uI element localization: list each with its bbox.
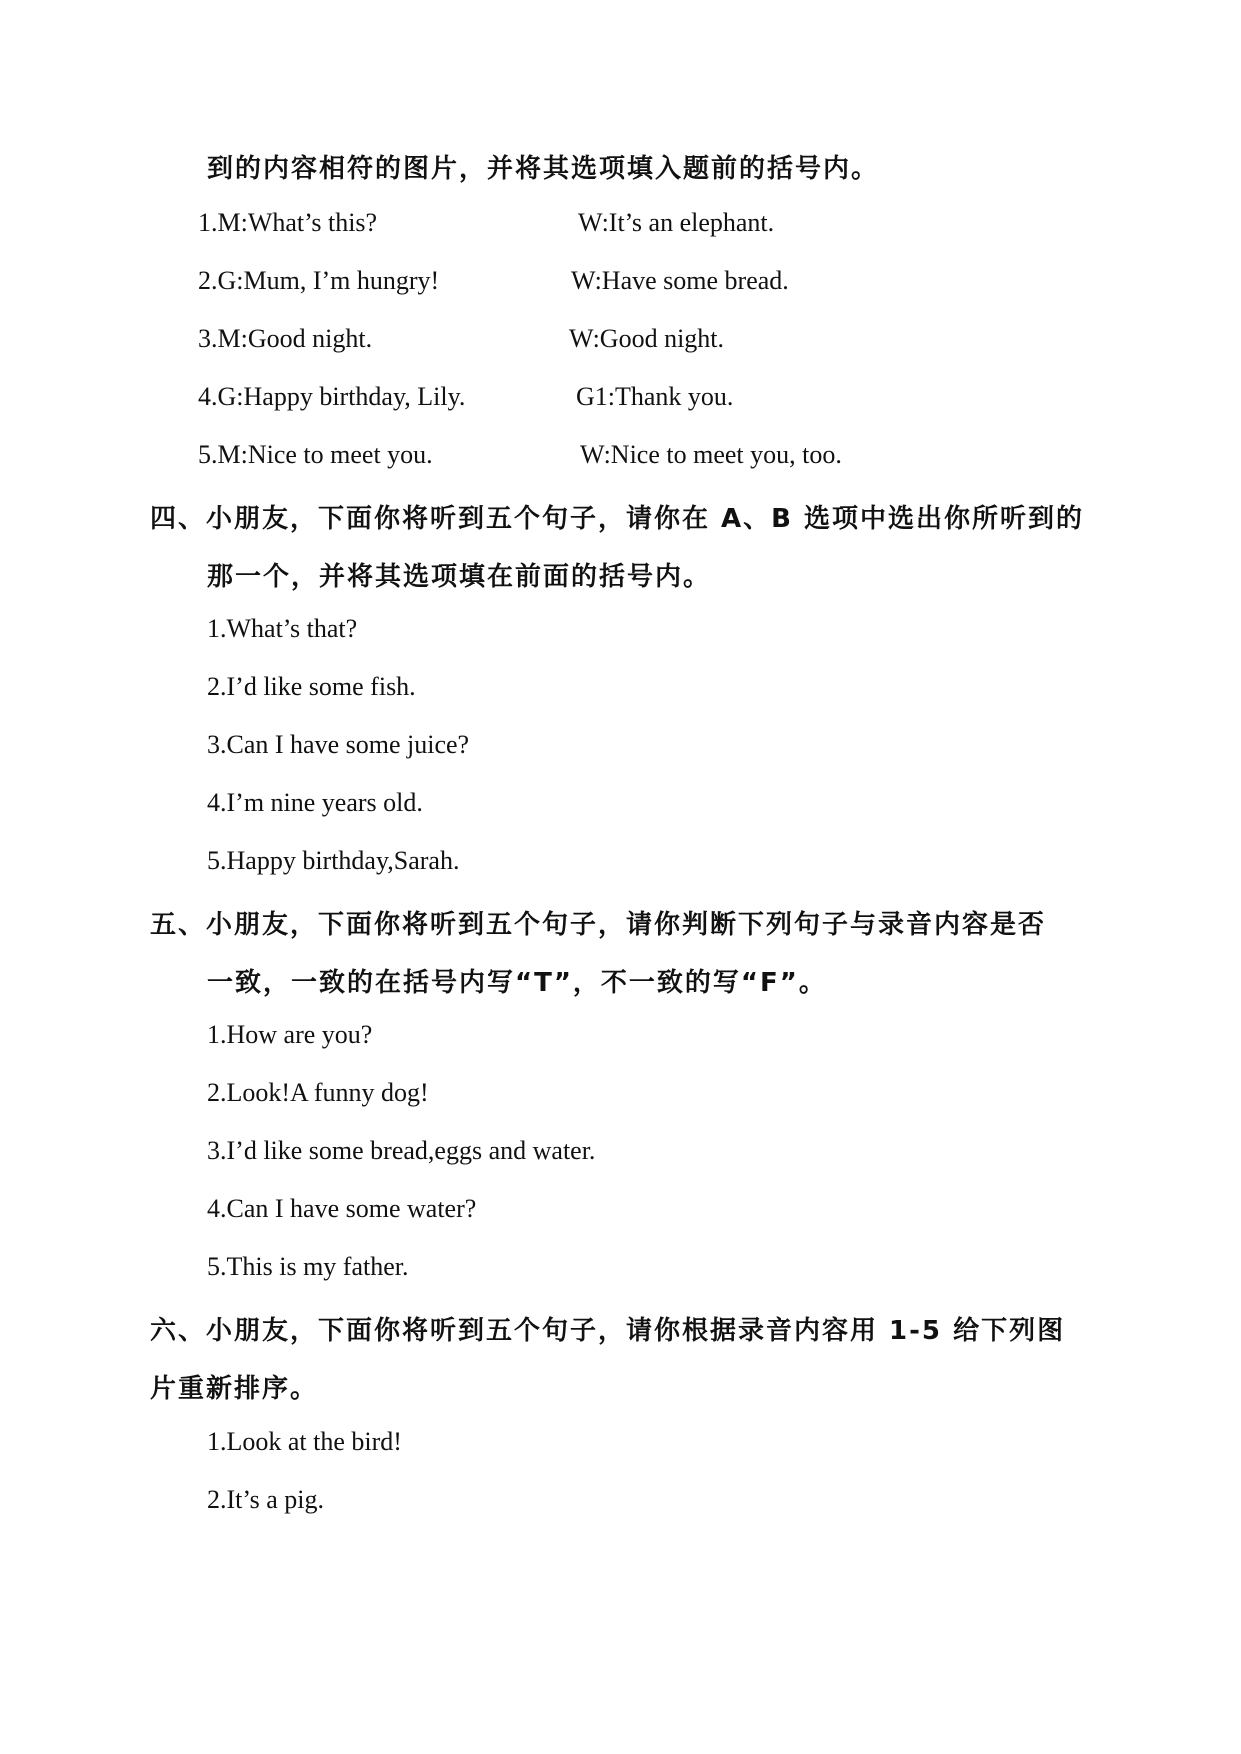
section3-item-5-right: W:Nice to meet you, too. xyxy=(580,440,842,469)
section4-item-5: 5.Happy birthday,Sarah. xyxy=(207,846,460,875)
section3-title-continuation: 到的内容相符的图片，并将其选项填入题前的括号内。 xyxy=(207,154,880,184)
section4-title-line1: 四、小朋友，下面你将听到五个句子，请你在 A、B 选项中选出你所听到的 xyxy=(150,504,1085,534)
section3-item-4-left: 4.G:Happy birthday, Lily. xyxy=(198,382,466,411)
section4-item-2: 2.I’d like some fish. xyxy=(207,672,416,701)
section5-title-line1: 五、小朋友，下面你将听到五个句子，请你判断下列句子与录音内容是否 xyxy=(150,910,1047,940)
section5-item-4: 4.Can I have some water? xyxy=(207,1194,477,1223)
section6-title-line2: 片重新排序。 xyxy=(150,1374,319,1404)
section6-item-2: 2.It’s a pig. xyxy=(207,1485,324,1514)
section4-item-4: 4.I’m nine years old. xyxy=(207,788,423,817)
section5-title-line2: 一致，一致的在括号内写“T”，不一致的写“F”。 xyxy=(207,968,827,998)
section3-item-1-right: W:It’s an elephant. xyxy=(578,208,775,237)
section3-item-4-right: G1:Thank you. xyxy=(576,382,734,411)
section4-item-3: 3.Can I have some juice? xyxy=(207,730,470,759)
section6-item-1: 1.Look at the bird! xyxy=(207,1427,402,1456)
section3-item-2-right: W:Have some bread. xyxy=(571,266,789,295)
section4-item-1: 1.What’s that? xyxy=(207,614,358,643)
section3-item-1-left: 1.M:What’s this? xyxy=(198,208,378,237)
section5-item-2: 2.Look!A funny dog! xyxy=(207,1078,429,1107)
section3-item-3-right: W:Good night. xyxy=(569,324,725,353)
section4-title-line2: 那一个，并将其选项填在前面的括号内。 xyxy=(207,562,712,592)
section3-item-2-left: 2.G:Mum, I’m hungry! xyxy=(198,266,440,295)
section5-item-3: 3.I’d like some bread,eggs and water. xyxy=(207,1136,596,1165)
section5-item-1: 1.How are you? xyxy=(207,1020,373,1049)
section6-title-line1: 六、小朋友，下面你将听到五个句子，请你根据录音内容用 1-5 给下列图 xyxy=(150,1316,1066,1346)
section3-item-5-left: 5.M:Nice to meet you. xyxy=(198,440,433,469)
section5-item-5: 5.This is my father. xyxy=(207,1252,409,1281)
section3-item-3-left: 3.M:Good night. xyxy=(198,324,373,353)
